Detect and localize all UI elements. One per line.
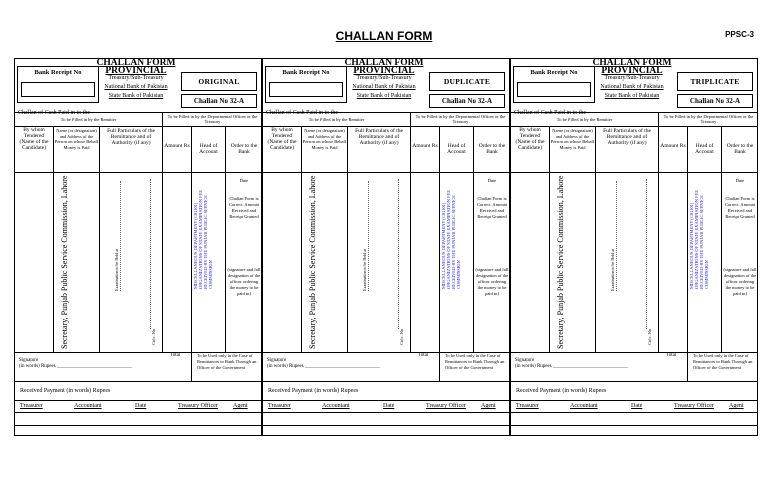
signature-label: Signature [267, 358, 287, 363]
col-amount: Amount Rs [412, 143, 438, 149]
accountant-label: Accountant [570, 403, 598, 409]
cash-paid-label: Challan of Cash Paid in to the [18, 110, 90, 116]
divider [687, 126, 688, 352]
cnic-label: Cnic. No [151, 328, 156, 345]
copy-type-label: TRIPLICATE [690, 77, 740, 86]
divider [549, 126, 550, 352]
bank-receipt-label: Bank Receipt No [34, 69, 82, 76]
exam-label: Examination to be Held at [362, 249, 367, 291]
correct-text: Challan Form is Correct. Amount Received and Receipt Granted [228, 196, 260, 219]
bank-receipt-box [513, 66, 595, 103]
form-heading-title: CHALLAN FORM PROVINCIAL [592, 58, 672, 76]
col-amount: Amount Rs [164, 143, 190, 149]
divider [15, 412, 261, 413]
form-heading [589, 59, 675, 100]
signature-label: Signature [515, 358, 535, 363]
treasurer-label: Treasurer [20, 403, 43, 409]
exam-dotted-line [368, 181, 369, 291]
divider [15, 381, 261, 382]
blue-remark: MISCELLANEOUS DEPARTMENT (C01101) ORGANIZATIONS OF STATE EXAMINATION FEE RECEIVED BY THE PUNJAB PUBLIC SERVICE COMMISSION [441, 189, 461, 289]
remitter-header: To be Filled in by the Remitter [308, 117, 365, 122]
divider [347, 126, 348, 352]
words-label: (in words) Rupees ______________________________ [267, 364, 380, 369]
to-be-used-note: To be Used only in the Case of Remittances to Bank Through an Officer of the Government [445, 353, 505, 370]
divider [511, 381, 757, 382]
col-by-whom: By whom Tendered (Name of the Candidate) [515, 127, 545, 151]
treasury-label: Treasury/Sub-Treasury [356, 75, 412, 81]
col-by-whom: By whom Tendered (Name of the Candidate) [267, 127, 297, 151]
divider [263, 112, 509, 113]
col-name: Name (or designation) and Address of the Person on whose Behalf Money is Paid [550, 128, 595, 150]
cnic-dotted-line [398, 179, 399, 329]
treasury-officer-label: Treasury Officer [426, 403, 466, 409]
bank-receipt-label: Bank Receipt No [282, 69, 330, 76]
cnic-label: Cnic. No [647, 328, 652, 345]
challan-copy [262, 58, 510, 436]
copy-type-label: ORIGINAL [198, 77, 240, 86]
divider [473, 126, 474, 352]
exam-label: Examination to be Held at [114, 249, 119, 291]
challan-no-box [181, 94, 257, 108]
date-label: Date [487, 178, 497, 183]
col-order: Order to the Bank [726, 143, 754, 155]
bank-receipt-field[interactable] [517, 82, 591, 97]
received-label: Received Payment (in words) Rupees [268, 388, 359, 394]
divider [263, 381, 509, 382]
treasurer-label: Treasurer [516, 403, 539, 409]
col-particulars: Full Particulars of the Remittance and of Authority (if any) [603, 128, 651, 146]
accountant-label: Accountant [74, 403, 102, 409]
challan-copy [510, 58, 758, 436]
col-order: Order to the Bank [478, 143, 506, 155]
cnic-dotted-line [646, 179, 647, 329]
agent-label: Agent [233, 403, 248, 409]
date-sig-label: Date [631, 403, 643, 409]
bank-receipt-box [265, 66, 347, 103]
divider [439, 126, 440, 352]
remitter-header: To be Filled in by the Remitter [60, 117, 117, 122]
col-particulars: Full Particulars of the Remittance and of Authority (if any) [355, 128, 403, 146]
total-label: Total [418, 353, 429, 358]
bank-receipt-label: Bank Receipt No [530, 69, 578, 76]
divider [511, 400, 757, 401]
exam-label: Examination to be Held at [610, 249, 615, 291]
copy-type-box [429, 72, 505, 91]
total-label: Total [170, 353, 181, 358]
col-head: Head of Account [695, 143, 714, 155]
divider [15, 112, 261, 113]
divider [15, 425, 261, 426]
form-heading-title: CHALLAN FORM PROVINCIAL [344, 58, 424, 76]
secretary-text: Secretary, Punjab Public Service Commission, Lahore [308, 175, 317, 349]
challan-no-label: Challan No 32-A [689, 97, 741, 105]
words-text: (in words) Rupees [19, 364, 56, 369]
page-title: CHALLAN FORM [335, 29, 433, 43]
date-label: Date [735, 178, 745, 183]
signature-note: (signature and full designation of the officer ordering the money to be paid in) [227, 267, 261, 296]
words-label: (in words) Rupees ______________________________ [19, 364, 132, 369]
bank-receipt-box [17, 66, 99, 103]
dept-header: To be Filled in by the Departmental Officer or the Treasury [167, 114, 258, 124]
words-text: (in words) Rupees [267, 364, 304, 369]
divider [15, 400, 261, 401]
remitter-header: To be Filled in by the Remitter [556, 117, 613, 122]
signature-note: (signature and full designation of the officer ordering the money to be paid in) [475, 267, 509, 296]
dept-header: To be Filled in by the Departmental Officer or the Treasury [663, 114, 754, 124]
date-sig-label: Date [383, 403, 395, 409]
secretary-text: Secretary, Punjab Public Service Commission, Lahore [60, 175, 69, 349]
copy-type-label: DUPLICATE [443, 77, 491, 86]
words-label: (in words) Rupees ______________________________ [515, 364, 628, 369]
col-head: Head of Account [199, 143, 218, 155]
form-heading [93, 59, 179, 100]
received-label: Received Payment (in words) Rupees [20, 388, 111, 394]
nbp-label: National Bank of Pakistan [600, 84, 664, 90]
treasury-label: Treasury/Sub-Treasury [604, 75, 660, 81]
challan-no-label: Challan No 32-A [193, 97, 245, 105]
cash-paid-label: Challan of Cash Paid in to the [266, 110, 338, 116]
signature-note: (signature and full designation of the officer ordering the money to be paid in) [723, 267, 757, 296]
divider [721, 126, 722, 352]
agent-label: Agent [481, 403, 496, 409]
divider [99, 126, 100, 352]
blue-remark: MISCELLANEOUS DEPARTMENT (C01101) ORGANIZATIONS OF STATE EXAMINATION FEE RECEIVED BY THE PUNJAB PUBLIC SERVICE COMMISSION [689, 189, 709, 289]
date-sig-label: Date [135, 403, 147, 409]
dept-header: To be Filled in by the Departmental Officer or the Treasury [415, 114, 506, 124]
accountant-label: Accountant [322, 403, 350, 409]
treasury-officer-label: Treasury Officer [674, 403, 714, 409]
treasurer-label: Treasurer [268, 403, 291, 409]
sbp-label: State Bank of Pakistan [604, 93, 660, 99]
date-label: Date [239, 178, 249, 183]
divider [511, 412, 757, 413]
col-by-whom: By whom Tendered (Name of the Candidate) [19, 127, 49, 151]
words-text: (in words) Rupees [515, 364, 552, 369]
correct-text: Challan Form is Correct. Amount Received and Receipt Granted [724, 196, 756, 219]
cash-paid-label: Challan of Cash Paid in to the [514, 110, 586, 116]
col-head: Head of Account [447, 143, 466, 155]
total-label: Total [666, 353, 677, 358]
form-heading-title: CHALLAN FORM PROVINCIAL [96, 58, 176, 76]
form-code: PPSC-3 [725, 30, 754, 39]
col-order: Order to the Bank [230, 143, 258, 155]
exam-dotted-line [120, 181, 121, 291]
divider [301, 126, 302, 352]
correct-text: Challan Form is Correct. Amount Received and Receipt Granted [476, 196, 508, 219]
challan-no-label: Challan No 32-A [441, 97, 493, 105]
cnic-label: Cnic. No [399, 328, 404, 345]
secretary-text: Secretary, Punjab Public Service Commission, Lahore [556, 175, 565, 349]
to-be-used-note: To be Used only in the Case of Remittances to Bank Through an Officer of the Government [197, 353, 257, 370]
bank-receipt-field[interactable] [269, 82, 343, 97]
treasury-label: Treasury/Sub-Treasury [108, 75, 164, 81]
divider [263, 425, 509, 426]
copy-type-box [677, 72, 753, 91]
nbp-label: National Bank of Pakistan [104, 84, 168, 90]
divider [53, 126, 54, 352]
agent-label: Agent [729, 403, 744, 409]
to-be-used-note: To be Used only in the Case of Remittances to Bank Through an Officer of the Government [693, 353, 753, 370]
col-name: Name (or designation) and Address of the Person on whose Behalf Money is Paid [302, 128, 347, 150]
challan-copy [14, 58, 262, 436]
divider [191, 126, 192, 352]
cnic-dotted-line [150, 179, 151, 329]
exam-dotted-line [616, 181, 617, 291]
divider [263, 400, 509, 401]
bank-receipt-field[interactable] [21, 82, 95, 97]
col-name: Name (or designation) and Address of the Person on whose Behalf Money is Paid [54, 128, 99, 150]
treasury-officer-label: Treasury Officer [178, 403, 218, 409]
divider [511, 425, 757, 426]
form-heading [341, 59, 427, 100]
sbp-label: State Bank of Pakistan [108, 93, 164, 99]
divider [511, 112, 757, 113]
nbp-label: National Bank of Pakistan [352, 84, 416, 90]
sbp-label: State Bank of Pakistan [356, 93, 412, 99]
divider [263, 412, 509, 413]
divider [595, 126, 596, 352]
copy-type-box [181, 72, 257, 91]
blue-remark: MISCELLANEOUS DEPARTMENT (C01101) ORGANIZATIONS OF STATE EXAMINATION FEE RECEIVED BY THE PUNJAB PUBLIC SERVICE COMMISSION [193, 189, 213, 289]
divider [225, 126, 226, 352]
col-particulars: Full Particulars of the Remittance and of Authority (if any) [107, 128, 155, 146]
received-label: Received Payment (in words) Rupees [516, 388, 607, 394]
signature-label: Signature [19, 358, 39, 363]
challan-no-box [429, 94, 505, 108]
challan-no-box [677, 94, 753, 108]
col-amount: Amount Rs [660, 143, 686, 149]
